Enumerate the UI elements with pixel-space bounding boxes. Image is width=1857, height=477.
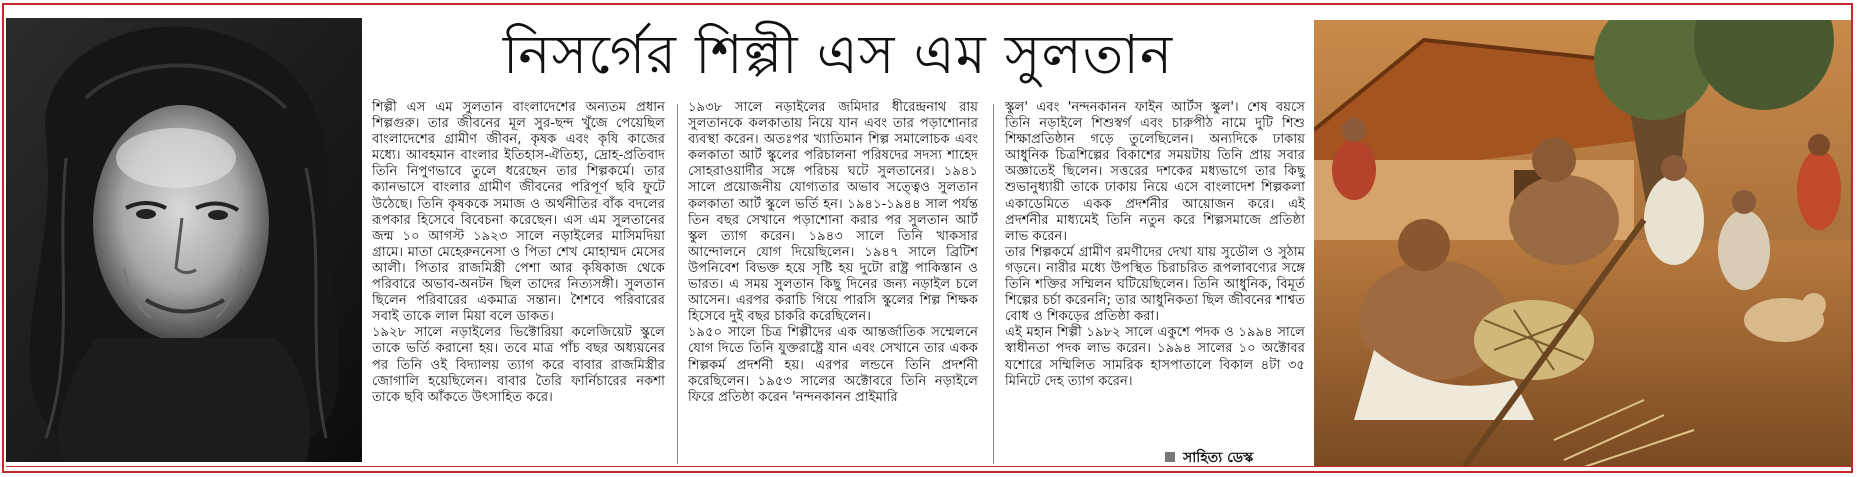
byline-text: সাহিত্য ডেস্ক bbox=[1183, 450, 1254, 466]
portrait-illustration bbox=[6, 18, 362, 462]
paragraph: ১৯২৮ সালে নড়াইলের ভিক্টোরিয়া কলেজিয়েট স্কুলে তাকে ভর্তি করানো হয়। তবে মাত্র পাঁচ বছর অধ্যয়নের পর তিনি ওই বিদ্যালয় ত্যাগ করে বাবার রাজমিস্ত্রীর জোগালি হয়েছিলেন। বাবার তৈরি ফার্নিচারের নকশা তাকে ছবি আঁকতে উৎসাহিত করে। bbox=[372, 325, 665, 405]
paragraph: ১৯৫০ সালে চিত্র শিল্পীদের এক আন্তর্জাতিক সম্মেলনে যোগ দিতে তিনি যুক্তরাষ্ট্রে যান এবং সেখানে তার একক শিল্পকর্ম প্রদর্শনী হয়। এরপর লন্ডনে তিনি প্রদর্শনী করেছিলেন। ১৯৫৩ সালের অক্টোবরে তিনি নড়াইলে ফিরে প্রতিষ্ঠা করেন 'নন্দনকানন প্রাইমারি bbox=[688, 325, 978, 405]
column-divider bbox=[993, 104, 994, 464]
paragraph: তার শিল্পকর্মে গ্রামীণ রমণীদের দেখা যায় সুডৌল ও সুঠাম গড়নে। নারীর মধ্যে উপস্থিত চিরাচরিত রূপলাবণ্যের সঙ্গে তিনি শক্তির সম্মিলন ঘটিয়েছিলেন। তিনি আধুনিক, বিমূর্ত শিল্পের চর্চা করেননি; তার আধুনিকতা ছিল জীবনের শাশ্বত বোধ ও শিকড়ের প্রতিষ্ঠা করা। bbox=[1005, 244, 1305, 325]
paragraph: এই মহান শিল্পী ১৯৮২ সালে একুশে পদক ও ১৯৯৪ সালে স্বাধীনতা পদক লাভ করেন। ১৯৯৪ সালের ১০ অক্টোবর যশোরে সম্মিলিত সামরিক হাসপাতালে বিকাল ৪টা ৩৫ মিনিটে দেহ ত্যাগ করেন। bbox=[1005, 325, 1305, 389]
bottom-rule bbox=[6, 466, 1851, 467]
article-column-3 bbox=[1005, 100, 1305, 390]
article-column-2 bbox=[688, 100, 978, 406]
article-column-1 bbox=[372, 100, 665, 406]
paragraph: ১৯৩৮ সালে নড়াইলের জমিদার ধীরেন্দ্রনাথ রায় সুলতানকে কলকাতায় নিয়ে যান এবং তার পড়াশোনার ব্যবস্থা করেন। অতঃপর খ্যাতিমান শিল্প সমালোচক এবং কলকাতা আর্ট স্কুলের পরিচালনা পরিষদের সদস্য শাহেদ সোহরাওয়ার্দীর সঙ্গে পরিচয় ঘটে সুলতানের। ১৯৪১ সালে প্রয়োজনীয় যোগ্যতার অভাব সত্ত্বেও সুলতান কলকাতা আর্ট স্কুলে ভর্তি হন। ১৯৪১-১৯৪৪ সাল পর্যন্ত তিন বছর সেখানে পড়াশোনা করার পর সুলতান আর্ট স্কুল ত্যাগ করেন। ১৯৪৩ সালে তিনি খাকসার আন্দোলনে যোগ দিয়েছিলেন। ১৯৪৭ সালে ব্রিটিশ উপনিবেশ বিভক্ত হয়ে সৃষ্টি হয় দুটো রাষ্ট্র পাকিস্তান ও ভারত। এ সময় সুলতান কিছু দিনের জন্য নড়াইল চলে আসেন। এরপর করাচি গিয়ে পারসি স্কুলের শিল্প শিক্ষক হিসেবে দুই বছর চাকরি করেছিলেন। bbox=[688, 100, 978, 325]
sultan-painting-image bbox=[1314, 20, 1851, 467]
square-bullet-icon bbox=[1165, 452, 1175, 462]
paragraph: শিল্পী এস এম সুলতান বাংলাদেশের অন্যতম প্রধান শিল্পগুরু। তার জীবনের মূল সুর-ছন্দ খুঁজে পেয়েছিল বাংলাদেশের গ্রামীণ জীবন, কৃষক এবং কৃষি কাজের মধ্যে। আবহমান বাংলার ইতিহাস-ঐতিহ্য, দ্রোহ-প্রতিবাদ তিনি নিপুণভাবে তুলে ধরেছেন তার শিল্পকর্মে। তার ক্যানভাসে বাংলার গ্রামীণ জীবনের পরিপূর্ণ ছবি ফুটে উঠেছে। তিনি কৃষককে সমাজ ও অর্থনীতির বাঁক বদলের রূপকার হিসেবে বিবেচনা করেছেন। এস এম সুলতানের জন্ম ১০ আগস্ট ১৯২৩ সালে নড়াইলের মাসিমদিয়া গ্রামে। মাতা মেহেরুননেসা ও পিতা শেখ মোহাম্মদ মেসের আলী। পিতার রাজমিস্ত্রী পেশা আর কৃষিকাজ থেকে পরিবারে অভাব-অনটন ছিল তাদের নিত্যসঙ্গী। সুলতান ছিলেন পরিবারের একমাত্র সন্তান। শৈশবে পরিবারের সবাই তাকে লাল মিয়া বলে ডাকত। bbox=[372, 100, 665, 325]
painting-illustration bbox=[1314, 20, 1851, 467]
column-divider bbox=[677, 104, 678, 464]
artist-portrait-photo bbox=[6, 18, 362, 462]
paragraph: স্কুল' এবং 'নন্দনকানন ফাইন আর্টস স্কুল'। শেষ বয়সে তিনি নড়াইলে শিশুস্বর্গ এবং চারুপীঠ নামে দুটি শিশু শিক্ষাপ্রতিষ্ঠান গড়ে তুলেছিলেন। অন্যদিকে ঢাকায় আধুনিক চিত্রশিল্পের বিকাশের সময়টায় তিনি প্রায় সবার অজ্ঞাতেই ছিলেন। সত্তরের দশকের মধ্যভাগে তার কিছু শুভানুধ্যায়ী তাকে ঢাকায় নিয়ে এসে বাংলাদেশ শিল্পকলা একাডেমিতে একক প্রদর্শনীর আয়োজন করে। এই প্রদর্শনীর মাধ্যমেই তিনি নতুন করে শিল্পসমাজে প্রতিষ্ঠা লাভ করেন। bbox=[1005, 100, 1305, 244]
headline: নিসর্গের শিল্পী এস এম সুলতান bbox=[502, 23, 1174, 86]
